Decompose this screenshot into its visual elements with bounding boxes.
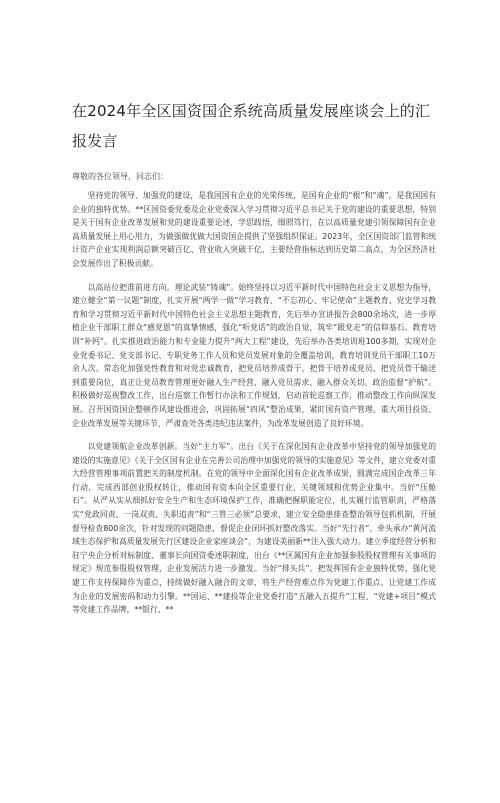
paragraph-1: 坚持党的领导、加强党的建设，是我国国有企业的光荣传统，是国有企业的“根”和“魂”，是我国国有企业的独特优势。**区国资委党委及企业党委深入学习贯彻习近平总书记关于党的建设的重要思想，特别是关于国有企业改革发展和党的建设重要论述，学思践悟，细照笃行，在以高质量党建引领保障国有企业高质量发展上用心用力，为做强做优做大国资国企提供了坚强组织保证。2023年，全区国资部门监管和统计资产企业实现利润总额突破百亿、营业收入突破千亿，主要经营指标达到历史第二高点，为全区经济社会发展作出了积极贡献。 <box>72 191 436 268</box>
paragraph-3: 以党建领航企业改革创新。当好“主力军”。出台《关于在深化国有企业改革中坚持党的领导加强党的建设的实施意见》《关于全区国有企业在完善公司治理中加强党的领导的实施意见》等文件，建立党委对重大经营管理事项前置把关的制度机制。在党的领导中全面深化国有企业改革成果，圆满完成国企改革三年行动，完成西部创业股权转让，推动国有资本向全区重要行业、关键领域和优势企业集中。当好“压舱石”。从严从实从细抓好安全生产和生态环境保护工作，准确把握职能定位，扎实履行监管职责，严格落实“党政同责、一岗双责、失职追责”和“三管三必须”总要求，建立安全隐患排查整治领导包抓机制，开展督导检查800余次，针对发现的问题隐患，督促企业闭环抓好整改落实。当好“先行者”。牵头承办“黄河流域生态保护和高质量发展先行区建设企业家座谈会”，为建设美丽新**注入强大动力。建立季度经营分析和驻宁央企分析对标制度、董事长向国资委述职制度，出台《**区属国有企业加强参股股权管理有关事项的规定》规范参股股权管理，企业发展活力进一步激发。当好“排头兵”。把发挥国有企业独特优势、强化党建工作支持保障作为重点，持续做好融入融合的文章，将生产经营难点作为党建工作重点，让党建工作成为企业的发展密码和动力引擎。**国运、**建投等企业党委打造“五融入五提升”工程、“党建+项目”模式等党建工作品牌，**银行、** <box>72 442 436 615</box>
document-title: 在2024年全区国资国企系统高质量发展座谈会上的汇报发言 <box>72 102 431 150</box>
salutation: 尊敬的各位领导，同志们： <box>72 172 168 181</box>
paragraph-2: 以高站位把准前进方向。理论武装“铸魂”。始终坚持以习近平新时代中国特色社会主义思想为指导，建立健全“第一议题”制度，扎实开展“两学一做”学习教育、“不忘初心、牢记使命”主题教育、党史学习教育和学习贯彻习近平新时代中国特色社会主义思想主题教育，先后举办宣讲报告会800余场次，进一步厚植企业干部职工群众“感党恩”的真挚情感，强化“听党话”的政治自觉，筑牢“跟党走”的信仰基石。教育培训“补钙”。扎实推进政治能力和专业能力提升“两大工程”建设，先后举办各类培训班100多期，实现对企业党委书记、党支部书记、专职党务工作人员和党员发展对象的全覆盖培训，教育培训党员干部职工10万余人次。常态化加强党性教育和对党忠诚教育，把党员培养成骨干、把骨干培养成党员、把党员骨干输送到重要岗位，真正让党员教育管理更好融入生产经营、融入党员需求、融入群众关切。政治监督“护航”。积极做好巡视整改工作，出台巡察工作暂行办法和工作规划，启动首轮巡察工作，推动整改工作向纵深发展。召开国资国企整顿作风建设推进会，巩固拓展“四风”整治成果，紧盯国有资产管理、重大项目投资、企业改革发展等关键环节，严肃查处各类违纪违法案件，为改革发展创造了良好环境。 <box>72 282 436 428</box>
document-page <box>0 96 500 803</box>
